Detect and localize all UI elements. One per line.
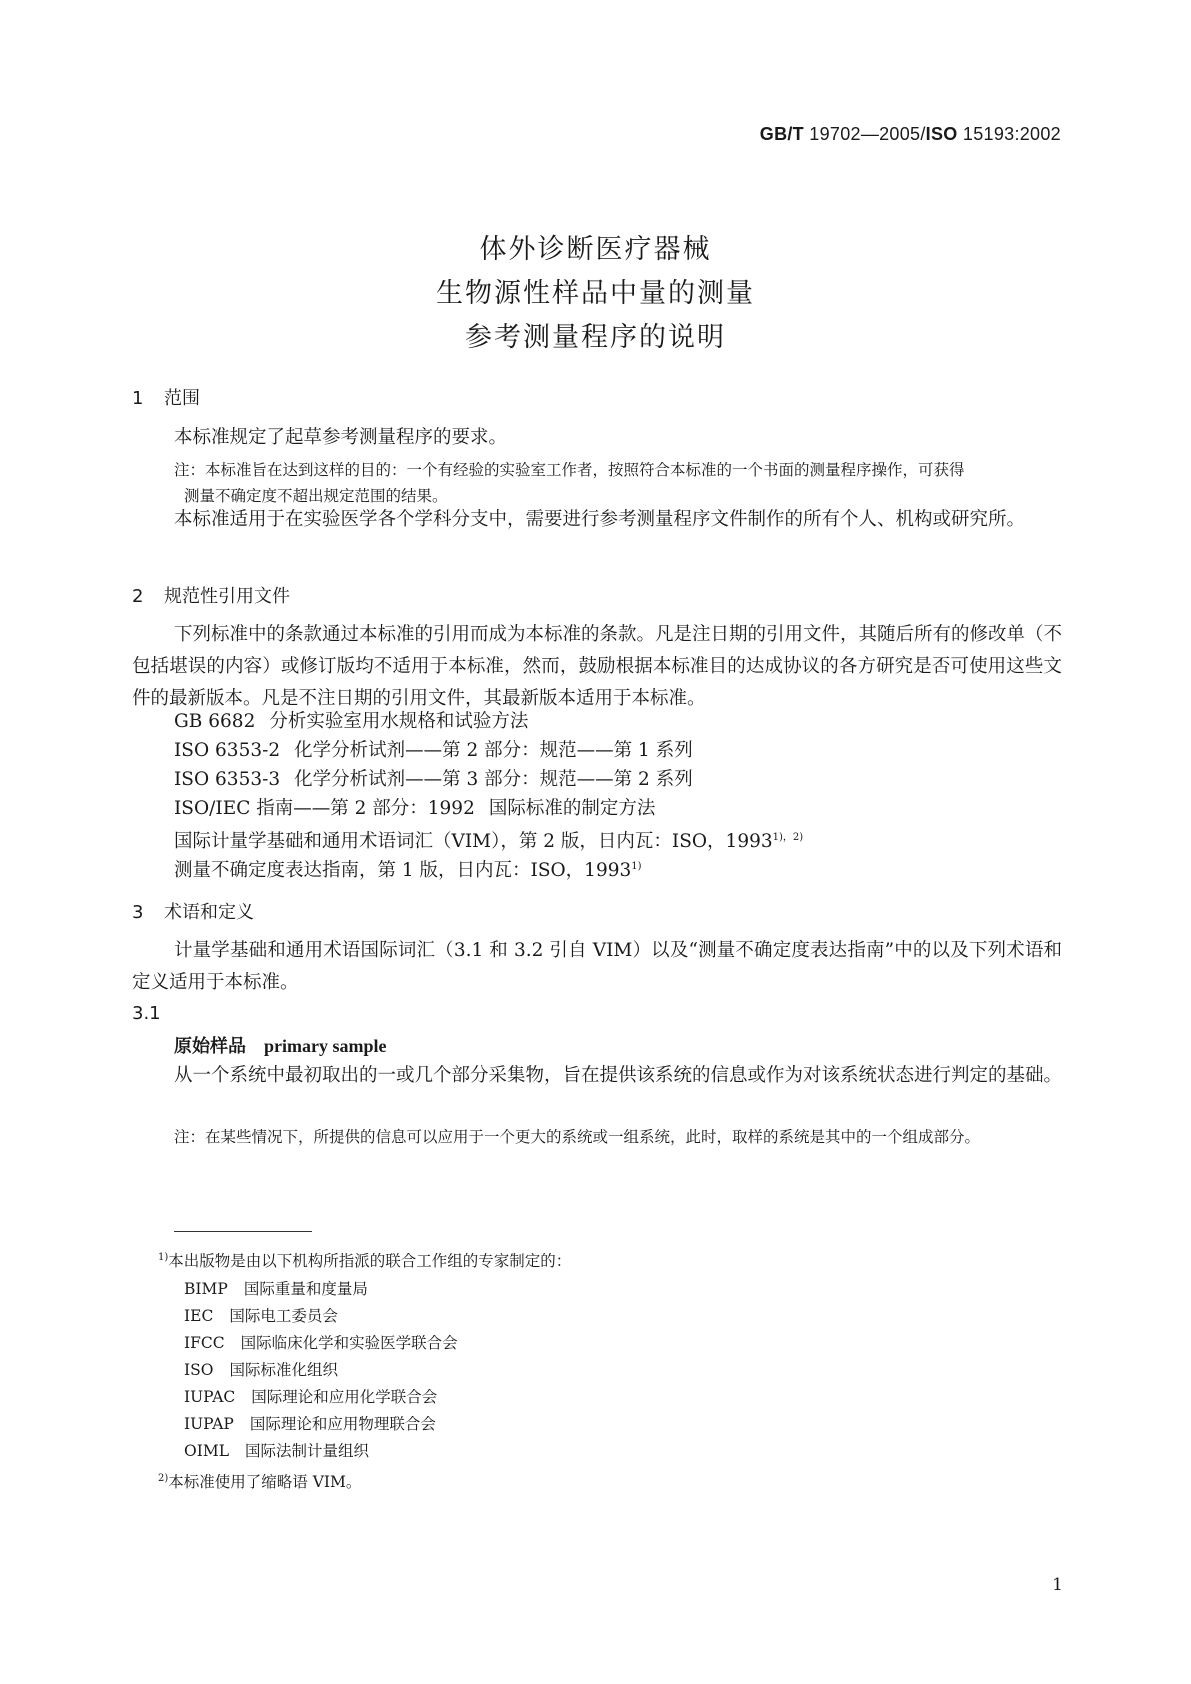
scope-note xyxy=(174,457,1062,509)
page-number: 1 xyxy=(1052,1575,1063,1595)
reference-title: 分析实验室用水规格和试验方法 xyxy=(269,711,529,732)
org-name: 国际标准化组织 xyxy=(229,1361,338,1379)
reference-title: 国际计量学基础和通用术语词汇（VIM），第 2 版，日内瓦：ISO，1993 xyxy=(174,831,773,853)
org-name: 国际理论和应用化学联合会 xyxy=(251,1388,438,1406)
normative-intro: 下列标准中的条款通过本标准的引用而成为本标准的条款。凡是注日期的引用文件，其随后所有的修改单（不包括堪误的内容）或修订版均不适用于本标准，然而，鼓励根据本标准目的达成协议的各方研究是否可使用这些文件的最新版本。凡是不注日期的引用文件，其最新版本适用于本标准。 xyxy=(132,624,1063,709)
section-title: 术语和定义 xyxy=(164,902,254,923)
org-abbr: IUPAC xyxy=(184,1388,236,1406)
reference-item xyxy=(174,764,693,796)
footnote-separator xyxy=(174,1231,312,1232)
term-heading xyxy=(174,1032,386,1058)
org-name: 国际重量和度量局 xyxy=(243,1280,368,1298)
term-definition: 从一个系统中最初取出的一或几个部分采集物，旨在提供该系统的信息或作为对该系统状态进行判定的基础。 xyxy=(174,1065,1063,1086)
section-number: 2 xyxy=(132,586,144,607)
footnote-1 xyxy=(158,1245,571,1274)
section-title: 范围 xyxy=(164,388,200,409)
reference-item xyxy=(174,735,693,767)
scope-paragraph-2: 本标准适用于在实验医学各个学科分支中，需要进行参考测量程序文件制作的所有个人、机构或研究所。 xyxy=(174,509,1026,530)
reference-code: ISO/IEC 指南——第 2 部分：1992 xyxy=(174,798,475,819)
org-abbr: IFCC xyxy=(184,1334,225,1352)
reference-title: 测量不确定度表达指南，第 1 版，日内瓦：ISO，1993 xyxy=(174,860,632,882)
terms-intro: 计量学基础和通用术语国际词汇（3.1 和 3.2 引自 VIM）以及“测量不确定度表达指南”中的以及下列术语和定义适用于本标准。 xyxy=(132,940,1062,993)
org-name: 国际法制计量组织 xyxy=(245,1442,370,1460)
reference-title: 化学分析试剂——第 2 部分：规范——第 1 系列 xyxy=(294,740,693,761)
org-item xyxy=(184,1385,437,1407)
footnote-mark: 1) xyxy=(158,1252,169,1263)
footnote-text: 本出版物是由以下机构所指派的联合工作组的专家制定的： xyxy=(168,1252,572,1271)
reference-title: 国际标准的制定方法 xyxy=(488,798,656,819)
reference-item xyxy=(174,706,528,738)
footnote-2 xyxy=(158,1466,361,1495)
org-item xyxy=(184,1277,368,1299)
org-abbr: ISO xyxy=(184,1361,214,1379)
section-number: 1 xyxy=(132,388,144,409)
term-chinese: 原始样品 xyxy=(174,1036,246,1057)
org-abbr: BIMP xyxy=(184,1280,228,1298)
section-number: 3 xyxy=(132,902,144,923)
title-line-3: 参考测量程序的说明 xyxy=(465,322,726,353)
scope-note-line-1: 注：本标准旨在达到这样的目的：一个有经验的实验室工作者，按照符合本标准的一个书面的测量程序操作，可获得 xyxy=(174,461,965,479)
footnote-mark: 2) xyxy=(158,1473,169,1484)
term-note: 注：在某些情况下，所提供的信息可以应用于一个更大的系统或一组系统，此时，取样的系统是其中的一个组成部分。 xyxy=(174,1128,981,1146)
org-item xyxy=(184,1412,436,1434)
reference-item xyxy=(174,851,642,887)
org-item xyxy=(184,1331,458,1353)
std-number: 19702—2005/ xyxy=(803,124,926,144)
org-item xyxy=(184,1358,338,1380)
org-name: 国际电工委员会 xyxy=(229,1307,338,1325)
footnote-marker: 1)，2) xyxy=(772,832,804,843)
reference-code: GB 6682 xyxy=(174,711,256,732)
section-2-heading xyxy=(132,582,290,608)
std-prefix: GB/T xyxy=(759,124,804,144)
scope-paragraph-1: 本标准规定了起草参考测量程序的要求。 xyxy=(174,427,508,448)
section-3-heading xyxy=(132,898,254,924)
term-number: 3.1 xyxy=(132,1003,161,1024)
title-line-2: 生物源性样品中量的测量 xyxy=(436,278,755,309)
org-name: 国际临床化学和实验医学联合会 xyxy=(240,1334,458,1352)
org-abbr: IEC xyxy=(184,1307,214,1325)
reference-title: 化学分析试剂——第 3 部分：规范——第 2 系列 xyxy=(294,769,693,790)
section-1-heading xyxy=(132,384,200,410)
title-line-1: 体外诊断医疗器械 xyxy=(479,234,712,265)
reference-code: ISO 6353-2 xyxy=(174,740,281,761)
reference-code: ISO 6353-3 xyxy=(174,769,281,790)
org-name: 国际理论和应用物理联合会 xyxy=(249,1415,436,1433)
footnote-text: 本标准使用了缩略语 VIM。 xyxy=(168,1473,362,1492)
org-item xyxy=(184,1439,369,1461)
iso-number: 15193:2002 xyxy=(957,124,1061,144)
term-english: primary sample xyxy=(264,1036,387,1056)
org-abbr: IUPAP xyxy=(184,1415,234,1433)
footnote-marker: 1) xyxy=(631,861,642,872)
scope-note-line-2: 测量不确定度不超出规定范围的结果。 xyxy=(184,487,448,505)
reference-item xyxy=(174,793,655,825)
standard-number-header xyxy=(760,124,1061,145)
org-abbr: OIML xyxy=(184,1442,229,1460)
document-title xyxy=(0,228,1191,360)
section-title: 规范性引用文件 xyxy=(164,586,290,607)
org-item xyxy=(184,1304,338,1326)
iso-prefix: ISO xyxy=(925,124,958,144)
